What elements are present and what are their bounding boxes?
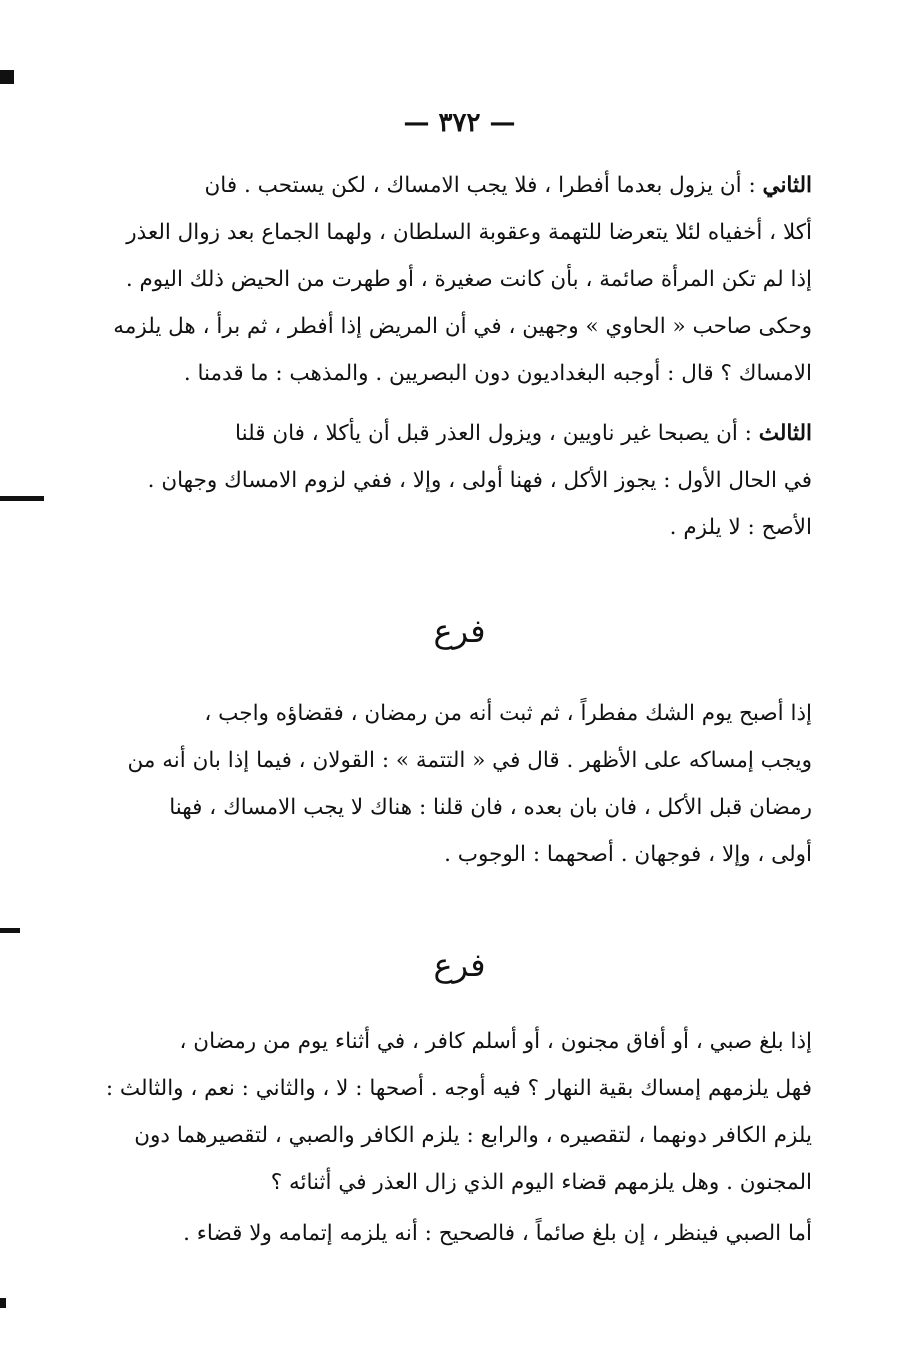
paragraph-line: الامساك ؟ قال : أوجبه البغداديون دون البصريين . والمذهب : ما قدمنا . [183, 361, 812, 386]
paragraph-line: وحكى صاحب « الحاوي » وجهين ، في أن المريض إذا أفطر ، ثم برأ ، هل يلزمه [113, 314, 812, 339]
paragraph-line: أما الصبي فينظر ، إن بلغ صائماً ، فالصحيح : أنه يلزمه إتمامه ولا قضاء . [183, 1221, 812, 1246]
paragraph-line: في الحال الأول : يجوز الأكل ، فهنا أولى ، وإلا ، ففي لزوم الامساك وجهان . [147, 468, 812, 493]
paragraph-line: إذا بلغ صبي ، أو أفاق مجنون ، أو أسلم كافر ، في أثناء يوم من رمضان ، [179, 1029, 812, 1054]
paragraph-line: ويجب إمساكه على الأظهر . قال في « التتمة » : القولان ، فيما إذا بان أنه من [127, 748, 812, 773]
paragraph-third-case [92, 410, 812, 551]
paragraph-line: إذا لم تكن المرأة صائمة ، بأن كانت صغيرة ، أو طهرت من الحيض ذلك اليوم . [125, 267, 812, 292]
paragraph-line: أولى ، وإلا ، فوجهان . أصحهما : الوجوب . [444, 842, 812, 867]
paragraph-line: المجنون . وهل يلزمهم قضاء اليوم الذي زال العذر في أثنائه ؟ [270, 1170, 812, 1195]
paragraph-excuse-removed [92, 1018, 812, 1206]
paragraph-line: يلزم الكافر دونهما ، لتقصيره ، والرابع : يلزم الكافر والصبي ، لتقصيرهما دون [134, 1123, 812, 1148]
paragraph-line-text: : أن يصبحا غير ناويين ، ويزول العذر قبل أن يأكلا ، فان قلنا [235, 421, 759, 446]
paragraph-line: أكلا ، أخفياه لئلا يتعرضا للتهمة وعقوبة السلطان ، ولهما الجماع بعد زوال العذر [126, 220, 812, 245]
section-heading: فرع [433, 946, 486, 984]
scan-edge-mark [0, 496, 44, 501]
paragraph-child-case [92, 1210, 812, 1257]
paragraph-lead-term: الثاني [762, 173, 812, 198]
paragraph-doubt-day [92, 690, 812, 878]
paragraph-line: إذا أصبح يوم الشك مفطراً ، ثم ثبت أنه من رمضان ، فقضاؤه واجب ، [204, 701, 812, 726]
scan-edge-mark [0, 1298, 6, 1308]
paragraph-line-text: : أن يزول بعدما أفطرا ، فلا يجب الامساك ، لكن يستحب . فان [204, 173, 763, 198]
scan-edge-mark [0, 70, 14, 84]
paragraph-line [92, 162, 812, 209]
paragraph-line [92, 410, 812, 457]
paragraph-lead-term: الثالث [758, 421, 812, 446]
section-heading: فرع [433, 612, 486, 650]
paragraph-line: فهل يلزمهم إمساك بقية النهار ؟ فيه أوجه . أصحها : لا ، والثاني : نعم ، والثالث : [105, 1076, 812, 1101]
scan-edge-mark [0, 928, 20, 933]
page-number: — ٣٧٢ — [403, 108, 516, 138]
paragraph-second-case [92, 162, 812, 397]
paragraph-line: رمضان قبل الأكل ، فان بان بعده ، فان قلنا : هناك لا يجب الامساك ، فهنا [169, 795, 812, 820]
paragraph-line: الأصح : لا يلزم . [669, 515, 812, 540]
